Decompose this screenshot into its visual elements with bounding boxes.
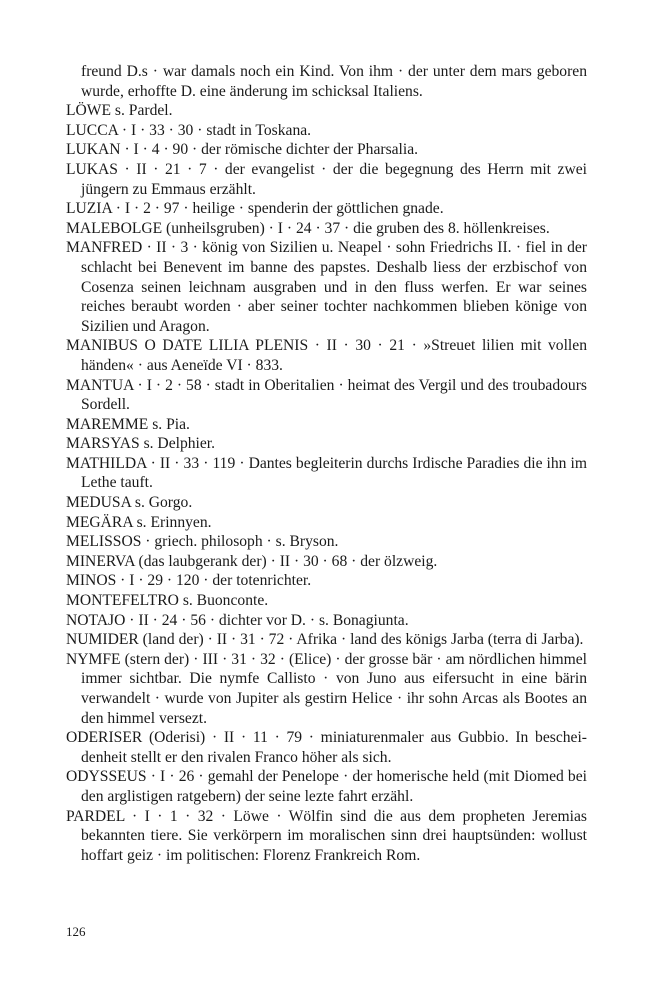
glossary-entry-luzia: LUZIA · I · 2 · 97 · heilige · spenderin der göttlichen gnade.	[66, 200, 444, 218]
glossary-page	[66, 62, 587, 865]
glossary-entry-melissos: MELISSOS · griech. philosoph · s. Bryson.	[66, 533, 339, 551]
page-number: 126	[66, 924, 86, 939]
glossary-entry-minos: MINOS · I · 29 · 120 · der totenrichter.	[66, 572, 312, 590]
glossary-entry-mathilda: MATHILDA · II · 33 · 119 · Dantes begleiterin durchs Irdische Paradies die ihn im Lethe tauft.	[66, 454, 587, 492]
glossary-entry-lukan: LUKAN · I · 4 · 90 · der römische dichter der Pharsalia.	[66, 141, 419, 159]
glossary-entry-pardel: PARDEL · I · 1 · 32 · Löwe · Wölfin sind die aus dem propheten Jeremias bekannten tiere. Sie verkörpern im moralischen sinn drei hauptsünden: wollust hoffart geiz · im politischen: Florenz Frankreich Rom.	[66, 807, 587, 864]
glossary-entry-manfred: MANFRED · II · 3 · könig von Sizilien u. Neapel · sohn Friedrichs II. · fiel in der schlacht bei Benevent im banne des papstes. Deshalb liess der erzbischof von Cosenza seinen leichnam ausgraben und in den fluss werfen. Er war seines reiches beraubt worden · aber seiner tochter nachkommen blieben könige von Sizilien und Aragon.	[66, 239, 587, 335]
glossary-entry-notajo: NOTAJO · II · 24 · 56 · dichter vor D. · s. Bonagiunta.	[66, 611, 409, 629]
glossary-entry-medusa: MEDUSA s. Gorgo.	[66, 494, 193, 512]
glossary-entry-oderiser: ODERISER (Oderisi) · II · 11 · 79 · miniaturenmaler aus Gubbio. In bescheidenheit stellt er den rivalen Franco höher als sich.	[66, 729, 587, 766]
glossary-entry-nymfe: NYMFE (stern der) · III · 31 · 32 · (Elice) · der grosse bär · am nördlichen himmel immer sichtbar. Die nymfe Callisto · von Juno aus eifersucht in eine bärin verwandelt · wurde von Jupiter als gestirn Helice · ihr sohn Arcas als Bootes an den himmel versezt.	[66, 650, 587, 727]
glossary-entry-loewe: LÖWE s. Pardel.	[66, 102, 173, 120]
glossary-entry-lukas: LUKAS · II · 21 · 7 · der evangelist · der die begegnung des Herrn mit zwei jüngern zu Emmaus erzählt.	[66, 160, 587, 198]
glossary-entry-manibus: MANIBUS O DATE LILIA PLENIS · II · 30 · 21 · »Streuet lilien mit vollen händen« · aus Aeneïde VI · 833.	[66, 337, 587, 374]
glossary-entry-odysseus: ODYSSEUS · I · 26 · gemahl der Penelope · der homerische held (mit Diomed bei den arglistigen ratgebern) der seine lezte fahrt erzähl.	[66, 768, 587, 805]
glossary-entry-maremme: MAREMME s. Pia.	[66, 415, 190, 433]
glossary-entry-lucca: LUCCA · I · 33 · 30 · stadt in Toskana.	[66, 121, 312, 139]
glossary-entry-continuation: freund D.s · war damals noch ein Kind. Von ihm · der unter dem mars geboren wurde, erhoffte D. eine änderung im schicksal Italiens.	[81, 63, 587, 100]
glossary-entry-minerva: MINERVA (das laubgerank der) · II · 30 · 68 · der ölzweig.	[66, 552, 438, 570]
glossary-entry-montefeltro: MONTEFELTRO s. Buonconte.	[66, 592, 269, 610]
glossary-entry-malebolge: MALEBOLGE (unheilsgruben) · I · 24 · 37 · die gruben des 8. höllenkreises.	[66, 219, 550, 237]
glossary-entry-marsyas: MARSYAS s. Delphier.	[66, 435, 216, 453]
glossary-entry-mantua: MANTUA · I · 2 · 58 · stadt in Oberitalien · heimat des Vergil und des troubadours Sordell.	[66, 376, 587, 414]
glossary-entry-megaera: MEGÄRA s. Erinnyen.	[66, 513, 212, 531]
glossary-entry-numider: NUMIDER (land der) · II · 31 · 72 · Afrika · land des königs Jarba (terra di Jarba).	[66, 631, 584, 649]
